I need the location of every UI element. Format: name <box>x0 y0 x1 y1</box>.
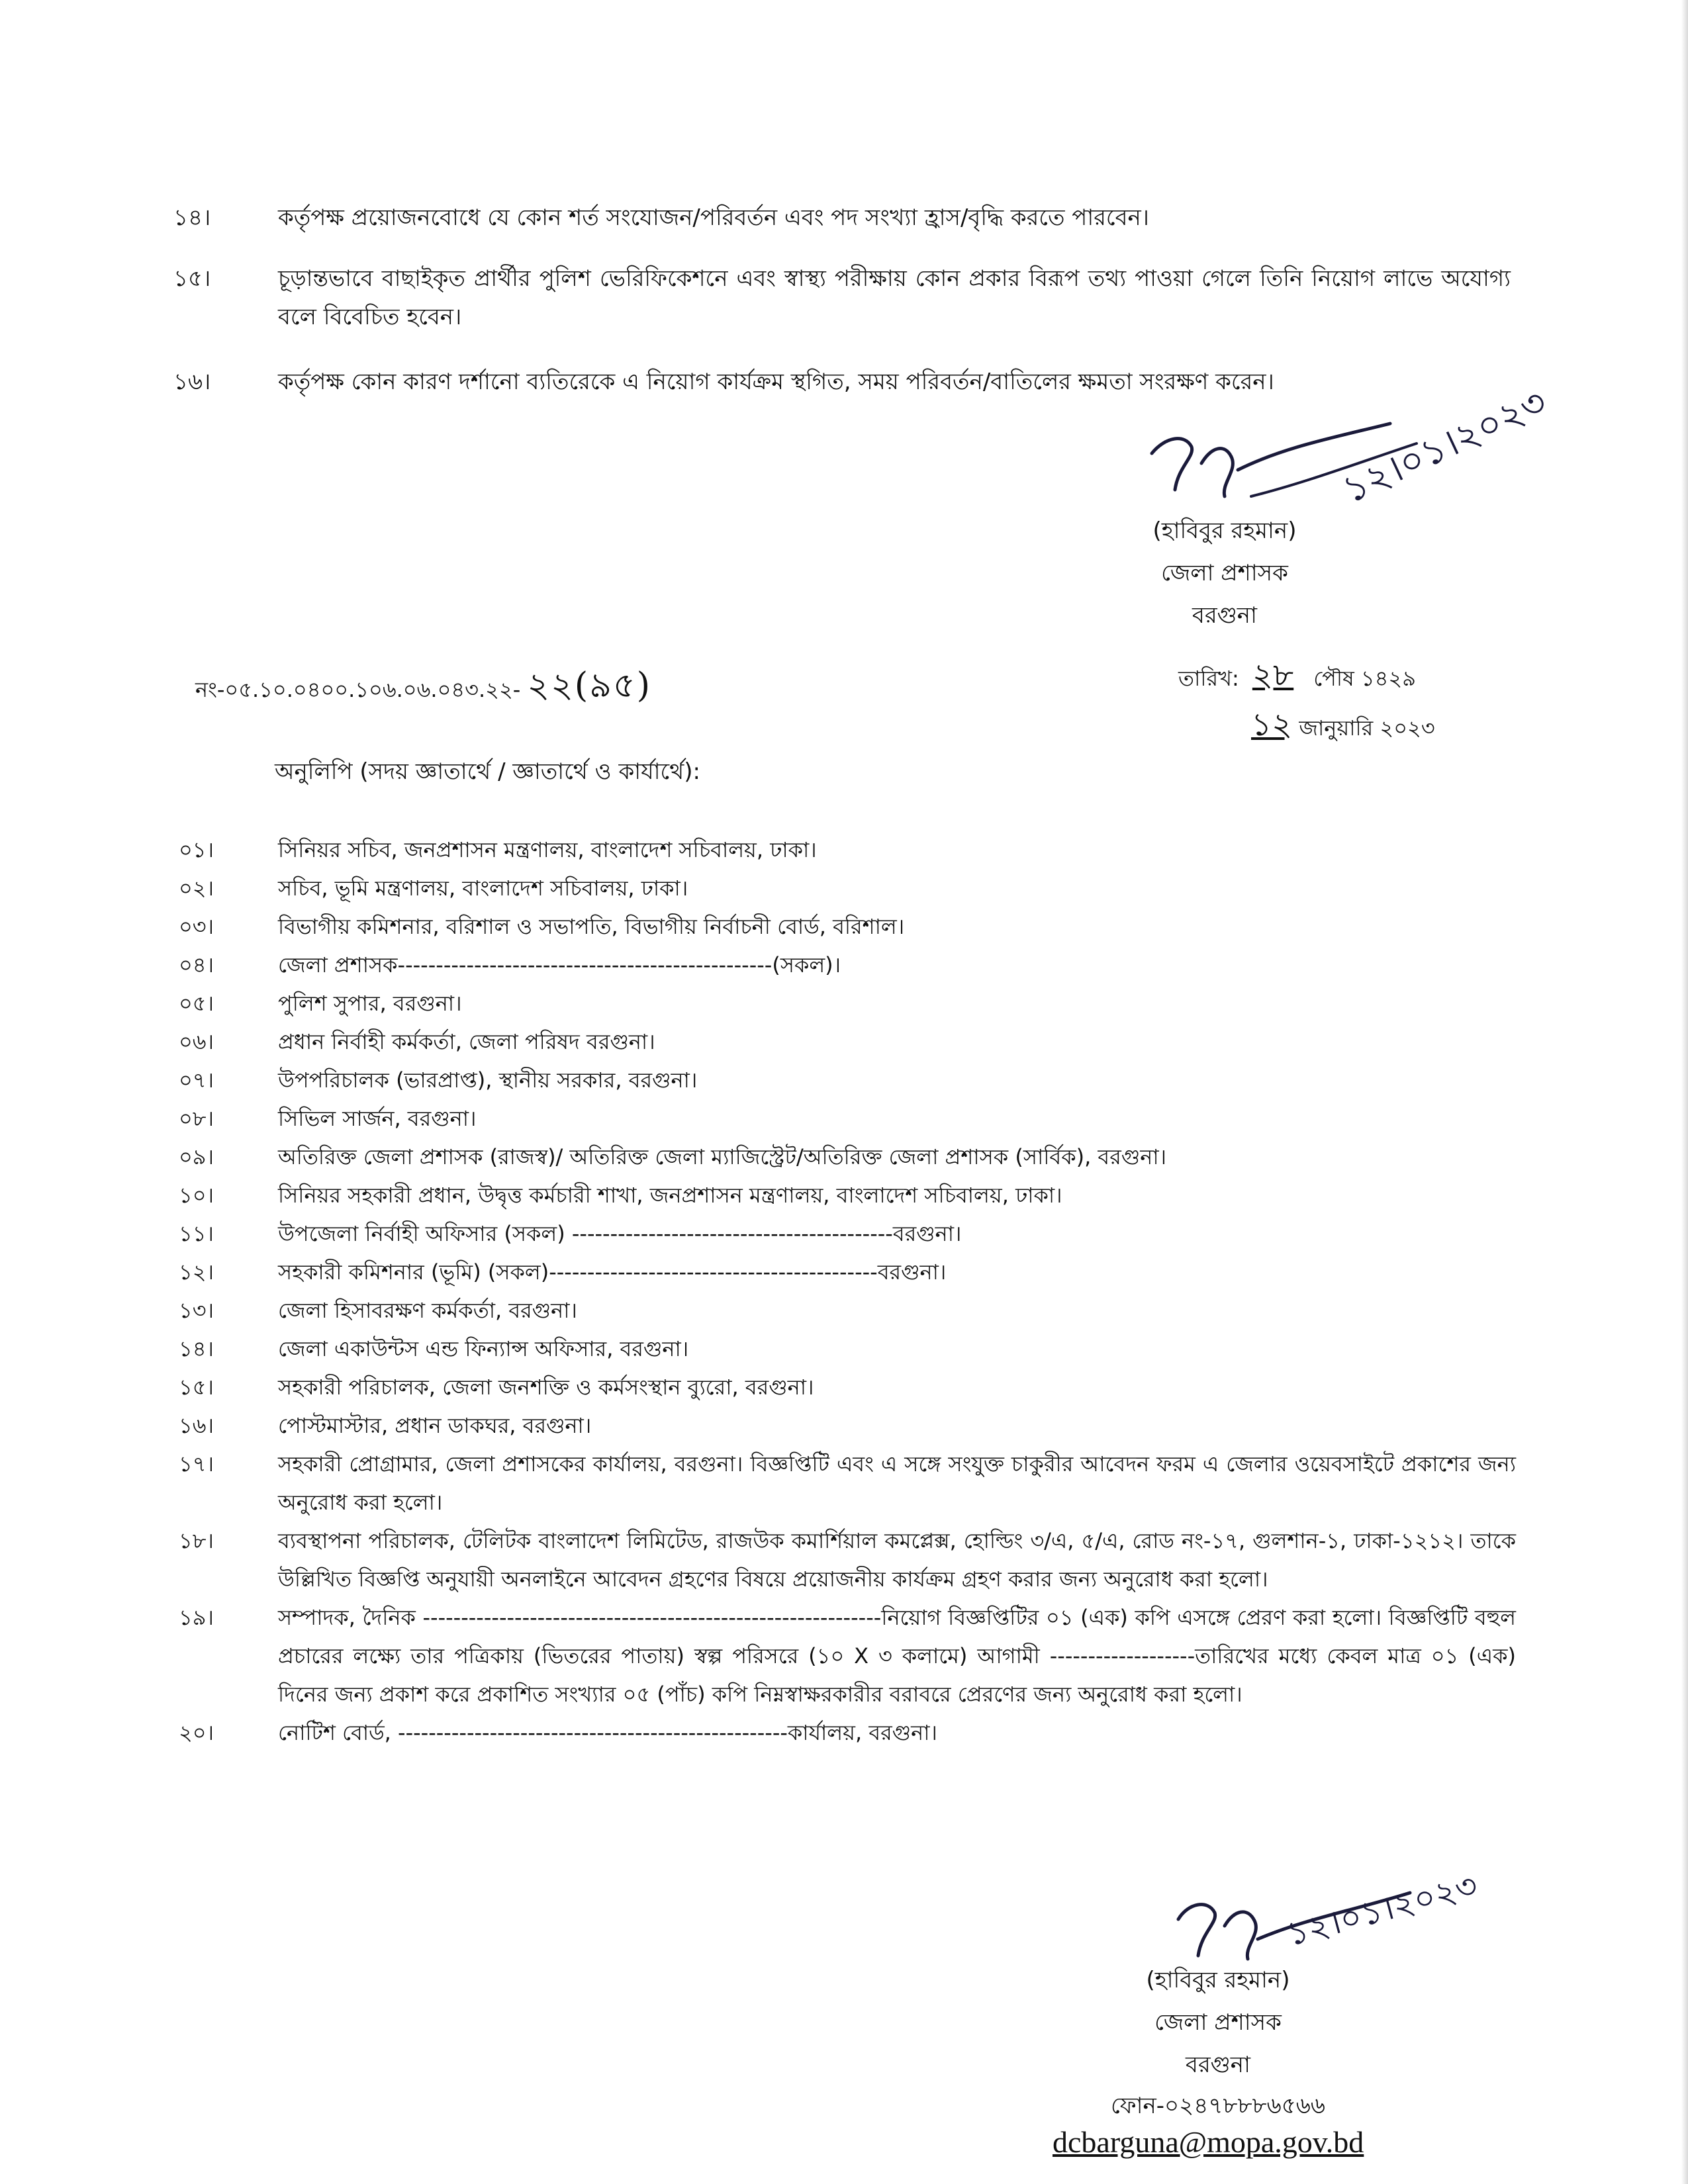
cc-text: বিভাগীয় কমিশনার, বরিশাল ও সভাপতি, বিভাগীয় নির্বাচনী বোর্ড, বরিশাল। <box>278 914 905 939</box>
cc-number: ১০। <box>179 1183 214 1208</box>
list-item <box>179 1522 1516 1598</box>
signatory-designation: জেলা প্রশাসক <box>1161 560 1288 586</box>
reference-handwritten: ২২(৯৫) <box>527 666 651 705</box>
phone-line <box>1046 2085 1390 2127</box>
cc-text: জেলা একাউন্টস এন্ড ফিন্যান্স অফিসার, বরগুনা। <box>278 1336 689 1361</box>
condition-number: ১৬। <box>173 369 211 395</box>
cc-text: সিনিয়র সহকারী প্রধান, উদ্বৃত্ত কর্মচারী শাখা, জনপ্রশাসন মন্ত্রণালয়, বাংলাদেশ সচিবালয়, ঢাকা। <box>278 1183 1062 1208</box>
list-item <box>179 1138 1516 1176</box>
reference-line <box>195 659 651 716</box>
cc-number: ১৪। <box>179 1336 214 1361</box>
list-item <box>179 1445 1516 1522</box>
cc-text: উপজেলা নির্বাহী অফিসার (সকল) ------------------------------------------বরগুনা। <box>278 1221 962 1246</box>
condition-number: ১৪। <box>173 205 211 231</box>
email-link[interactable]: dcbarguna@mopa.gov.bd <box>1053 2125 1364 2159</box>
cc-heading: অনুলিপি (সদয় জ্ঞাতার্থে / জ্ঞাতার্থে ও কার্যার্থে): <box>275 758 700 785</box>
list-item <box>179 831 1516 869</box>
cc-number: ০৩। <box>179 914 214 939</box>
list-item <box>179 907 1516 946</box>
cc-text: সহকারী প্রোগ্রামার, জেলা প্রশাসকের কার্যালয়, বরগুনা। বিজ্ঞপ্তিটি এবং এ সঙ্গে সংযুক্ত চাকুরীর আবেদন ফরম এ জেলার ওয়েবসাইটে প্রকাশের জন্য অনুরোধ করা হলো। <box>278 1451 1516 1515</box>
cc-number: ১৩। <box>179 1298 214 1323</box>
cc-number: ১২। <box>179 1259 214 1285</box>
condition-item <box>173 199 1511 237</box>
list-item <box>179 1061 1516 1099</box>
cc-text: জেলা হিসাবরক্ষণ কর্মকর্তা, বরগুনা। <box>278 1298 577 1323</box>
signatory-district: বরগুনা <box>1192 602 1257 629</box>
list-item <box>179 1406 1516 1445</box>
list-item <box>179 1176 1516 1214</box>
cc-text: সিনিয়র সচিব, জনপ্রশাসন মন্ত্রণালয়, বাংলাদেশ সচিবালয়, ঢাকা। <box>278 837 817 862</box>
reference-number: নং-০৫.১০.০৪০০.১০৬.০৬.০৪৩.২২- <box>195 677 521 702</box>
signatory-district: বরগুনা <box>1186 2052 1250 2078</box>
cc-text: নোটিশ বোর্ড, ---------------------------------------------------কার্যালয়, বরগুনা। <box>278 1720 937 1745</box>
cc-text: প্রধান নির্বাহী কর্মকর্তা, জেলা পরিষদ বরগুনা। <box>278 1029 655 1054</box>
cc-text: ব্যবস্থাপনা পরিচালক, টেলিটক বাংলাদেশ লিমিটেড, রাজউক কমার্শিয়াল কমপ্লেক্স, হোল্ডিং ৩/এ, ৫/এ, রোড নং-১৭, গুলশান-১, ঢাকা-১২১২। তাকে উল্লিখিত বিজ্ঞপ্তি অনুযায়ী অনলাইনে আবেদন গ্রহণের বিষয়ে প্রয়োজনীয় কার্যক্রম গ্রহণ করার জন্য অনুরোধ করা হলো। <box>278 1528 1516 1592</box>
cc-list <box>179 831 1516 1752</box>
list-item <box>179 1214 1516 1253</box>
gregorian-date-line <box>1251 702 1435 751</box>
list-item <box>179 1253 1516 1291</box>
cc-text: সহকারী কমিশনার (ভূমি) (সকল)-------------------------------------------বরগুনা। <box>278 1259 947 1285</box>
list-item <box>179 1023 1516 1061</box>
cc-number: ১১। <box>179 1221 214 1246</box>
list-item <box>179 1598 1516 1713</box>
svg-text:১২।০১।২০২৩: ১২।০১।২০২৩ <box>1336 380 1554 512</box>
date-label: তারিখ: <box>1178 666 1239 691</box>
list-item <box>179 984 1516 1023</box>
gregorian-day: ১২ <box>1251 706 1293 743</box>
condition-text: চূড়ান্তভাবে বাছাইকৃত প্রার্থীর পুলিশ ভেরিফিকেশনে এবং স্বাস্থ্য পরীক্ষায় কোন প্রকার বিরূপ তথ্য পাওয়া গেলে তিনি নিয়োগ লাভে অযোগ্য বলে বিবেচিত হবেন। <box>278 265 1511 330</box>
cc-number: ০৭। <box>179 1068 214 1093</box>
condition-text: কর্তৃপক্ষ প্রয়োজনবোধে যে কোন শর্ত সংযোজন/পরিবর্তন এবং পদ সংখ্যা হ্রাস/বৃদ্ধি করতে পারবেন। <box>278 205 1149 231</box>
cc-text: উপপরিচালক (ভারপ্রাপ্ত), স্থানীয় সরকার, বরগুনা। <box>278 1068 698 1093</box>
cc-text: জেলা প্রশাসক-------------------------------------------------(সকল)। <box>278 952 841 978</box>
list-item <box>179 1099 1516 1138</box>
bengali-day: ২৮ <box>1252 657 1294 694</box>
svg-text:১২।০১।২০২৩: ১২।০১।২০২৩ <box>1282 1866 1482 1954</box>
cc-number: ০৬। <box>179 1029 214 1054</box>
signatory-block-bottom <box>1086 1959 1350 2086</box>
cc-number: ০৮। <box>179 1106 214 1131</box>
list-item <box>179 1368 1516 1406</box>
condition-item <box>173 259 1511 336</box>
signatory-designation: জেলা প্রশাসক <box>1154 2009 1282 2036</box>
cc-text: সহকারী পরিচালক, জেলা জনশক্তি ও কর্মসংস্থান ব্যুরো, বরগুনা। <box>278 1375 814 1400</box>
condition-text: কর্তৃপক্ষ কোন কারণ দর্শানো ব্যতিরেকে এ নিয়োগ কার্যক্রম স্থগিত, সময় পরিবর্তন/বাতিলের ক্ষমতা সংরক্ষণ করেন। <box>278 369 1274 395</box>
cc-number: ২০। <box>179 1720 214 1745</box>
phone-number: ফোন-০২৪৭৮৮৮৬৫৬৬ <box>1110 2093 1326 2119</box>
list-item <box>179 1713 1516 1752</box>
condition-number: ১৫। <box>173 265 211 292</box>
cc-text: পোস্টমাস্টার, প্রধান ডাকঘর, বরগুনা। <box>278 1413 592 1438</box>
bengali-month-year: পৌষ ১৪২৯ <box>1313 666 1416 691</box>
cc-text: সিভিল সার্জন, বরগুনা। <box>278 1106 477 1131</box>
list-item <box>179 946 1516 984</box>
gregorian-month-year: জানুয়ারি ২০২৩ <box>1299 715 1435 741</box>
cc-text: সচিব, ভূমি মন্ত্রণালয়, বাংলাদেশ সচিবালয়, ঢাকা। <box>278 876 688 901</box>
cc-number: ০৯। <box>179 1144 214 1169</box>
cc-number: ১৫। <box>179 1375 214 1400</box>
list-item <box>179 1330 1516 1368</box>
cc-number: ০১। <box>179 837 214 862</box>
cc-number: ১৭। <box>179 1451 214 1477</box>
signatory-name: (হাবিবুর রহমান) <box>1146 1967 1290 1993</box>
signatory-name: (হাবিবুর রহমান) <box>1152 518 1297 544</box>
list-item <box>179 869 1516 907</box>
cc-number: ০৫। <box>179 991 214 1016</box>
scan-edge-shadow <box>1681 0 1688 2184</box>
cc-number: ১৬। <box>179 1413 214 1438</box>
cc-text: সম্পাদক, দৈনিক ------------------------------------------------------------নিয়োগ বিজ্ঞপ্তিটির ০১ (এক) কপি এসঙ্গে প্রেরণ করা হলো। বিজ্ঞপ্তিটি বহুল প্রচারের লক্ষ্যে তার পত্রিকায় (ভিতরের পাতায়) স্বল্প পরিসরে (১০ X ৩ কলামে) আগামী -------------------তারিখের মধ্যে কেবল মাত্র ০১ (এক) দিনের জন্য প্রকাশ করে প্রকাশিত সংখ্যার ০৫ (পাঁচ) কপি নিম্নস্বাক্ষরকারীর বরাবরে প্রেরণের জন্য অনুরোধ করা হলো। <box>278 1605 1516 1707</box>
signatory-block-top <box>1119 510 1331 637</box>
bengali-date-line <box>1178 652 1435 702</box>
date-block <box>1178 652 1435 751</box>
cc-text: অতিরিক্ত জেলা প্রশাসক (রাজস্ব)/ অতিরিক্ত জেলা ম্যাজিস্ট্রেট/অতিরিক্ত জেলা প্রশাসক (সার্বিক), বরগুনা। <box>278 1144 1167 1169</box>
list-item <box>179 1291 1516 1330</box>
cc-number: ১৯। <box>179 1605 214 1630</box>
cc-number: ১৮। <box>179 1528 214 1553</box>
cc-number: ০৪। <box>179 952 214 978</box>
cc-text: পুলিশ সুপার, বরগুনা। <box>278 991 462 1016</box>
cc-number: ০২। <box>179 876 214 901</box>
